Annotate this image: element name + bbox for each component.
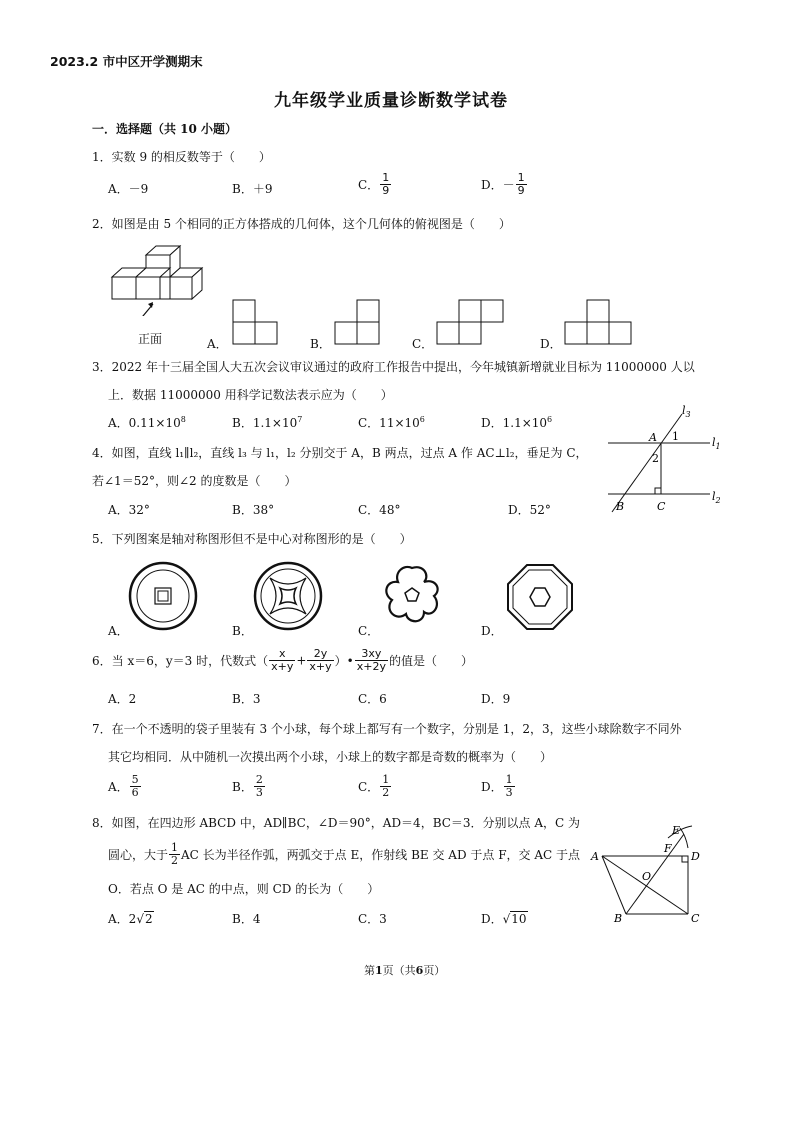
q7-stem-line1: 7．在一个不透明的袋子里装有 3 个小球，每个球上都写有一个数字，分别是 1，2，3，这些小球除数字不同外 bbox=[92, 722, 682, 736]
q4-label-A: A bbox=[649, 431, 657, 444]
q4-label-angle1: 1 bbox=[672, 430, 679, 443]
q3-option-b: B．$1.1\times 10^7$ bbox=[232, 415, 303, 430]
q1-option-c: C． $\frac{1}{9}$ bbox=[358, 171, 390, 197]
q8-stem-line2: 圆心，大于 $\frac{1}{2}$ AC 长为半径作弧，两弧交于点 E，作射线 BE 交 AD 于点 F，交 AC 于点 bbox=[108, 841, 580, 867]
q8-option-d: D．√10 bbox=[481, 912, 527, 926]
q7-option-c: C． $\frac{1}{2}$ bbox=[358, 773, 390, 799]
q4-stem-line1: 4．如图，直线 l₁∥l₂，直线 l₃ 与 l₁，l₂ 分别交于 A，B 两点，过点 A 作 AC⊥l₂，垂足为 C， bbox=[92, 446, 588, 460]
section-heading: 一．选择题（共 10 小题） bbox=[92, 122, 238, 136]
q8-stem-line3: O．若点 O 是 AC 的中点，则 CD 的长为（ ） bbox=[108, 882, 380, 896]
q2-option-c: C． bbox=[412, 337, 434, 351]
exam-source: 2023.2 市中区开学测期末 bbox=[50, 54, 203, 69]
q8-option-b: B．4 bbox=[232, 912, 261, 926]
q6-stem: 6．当 x＝6，y＝3 时，代数式（ $\frac{x}{x+y}$ + $\frac{2y}{x+y}$ ）• $\frac{3xy}{x+2y}$ 的值是（ ） bbox=[92, 647, 474, 673]
q5-option-d: D． bbox=[481, 624, 503, 638]
q5-option-c: C． bbox=[358, 624, 380, 638]
q8-option-a: A．2√2 bbox=[108, 912, 153, 926]
q4-option-a: A．32° bbox=[108, 503, 150, 517]
q3-stem-line1: 3．2022 年十三届全国人大五次会议审议通过的政府工作报告中提出，今年城镇新增就业目标为 11000000 人以 bbox=[92, 360, 695, 374]
q3-option-a: A．$0.11\times 10^8$ bbox=[108, 415, 186, 430]
q2-stem: 2．如图是由 5 个相同的正方体搭成的几何体，这个几何体的俯视图是（ ） bbox=[92, 217, 511, 231]
q8-stem-line1: 8．如图，在四边形 ABCD 中，AD∥BC，∠D＝90°，AD＝4，BC＝3．分别以点 A，C 为 bbox=[92, 816, 581, 830]
q6-option-a: A．2 bbox=[108, 692, 137, 706]
q4-label-B: B bbox=[616, 500, 625, 513]
q3-option-c: C．$11\times 10^6$ bbox=[358, 415, 425, 430]
q4-label-angle2: 2 bbox=[652, 452, 659, 465]
q7-stem-line2: 其它均相同．从中随机一次摸出两个小球，小球上的数字都是奇数的概率为（ ） bbox=[108, 750, 553, 764]
q6-option-b: B．3 bbox=[232, 692, 261, 706]
q5-option-a-figure bbox=[127, 560, 199, 632]
q2-option-a: A． bbox=[207, 337, 228, 351]
q2-option-d-figure bbox=[563, 298, 633, 346]
q5-option-a: A． bbox=[108, 624, 129, 638]
q1-option-d: D．－ $\frac{1}{9}$ bbox=[481, 171, 525, 197]
q8-label-F: F bbox=[664, 842, 672, 855]
q5-option-c-figure bbox=[380, 562, 444, 626]
q8-label-O: O bbox=[642, 870, 652, 883]
q4-parallel-lines-figure bbox=[598, 400, 730, 518]
q8-quadrilateral-figure bbox=[588, 820, 712, 926]
q6-option-d: D．9 bbox=[481, 692, 511, 706]
q2-option-a-figure bbox=[231, 298, 279, 346]
q7-option-b: B． $\frac{2}{3}$ bbox=[232, 773, 263, 799]
q4-stem-line2: 若∠1＝52°，则∠2 的度数是（ ） bbox=[92, 474, 297, 488]
q5-option-b: B． bbox=[232, 624, 253, 638]
q8-label-E: E bbox=[672, 824, 681, 837]
q3-stem-line2: 上．数据 11000000 用科学记数法表示应为（ ） bbox=[108, 388, 393, 402]
q2-option-b: B． bbox=[310, 337, 331, 351]
page-title: 九年级学业质量诊断数学试卷 bbox=[274, 91, 508, 111]
page-footer: 第1页（共6页） bbox=[364, 964, 446, 977]
front-label: 正面 bbox=[138, 332, 163, 346]
q8-option-c: C．3 bbox=[358, 912, 387, 926]
q4-label-l2: $l_2$ bbox=[712, 490, 721, 505]
q8-label-A: A bbox=[591, 850, 599, 863]
q8-label-D: D bbox=[691, 850, 700, 863]
q5-option-d-figure bbox=[505, 562, 575, 632]
q1-stem: 1．实数 9 的相反数等于（ ） bbox=[92, 150, 271, 164]
q6-option-c: C．6 bbox=[358, 692, 387, 706]
q8-label-C: C bbox=[691, 912, 700, 925]
q4-option-d: D．52° bbox=[508, 503, 551, 517]
q2-option-b-figure bbox=[333, 298, 381, 346]
q2-option-c-figure bbox=[435, 298, 505, 346]
q4-label-l3: $l_3$ bbox=[682, 404, 691, 419]
q4-option-b: B．38° bbox=[232, 503, 275, 517]
q5-option-b-figure bbox=[252, 560, 324, 632]
q4-option-c: C．48° bbox=[358, 503, 401, 517]
q2-solid-figure bbox=[108, 240, 208, 316]
q4-label-C: C bbox=[657, 500, 666, 513]
q5-stem: 5．下列图案是轴对称图形但不是中心对称图形的是（ ） bbox=[92, 532, 412, 546]
q1-option-b: B．＋9 bbox=[232, 182, 273, 196]
q2-option-d: D． bbox=[540, 337, 562, 351]
q8-label-B: B bbox=[614, 912, 623, 925]
q7-option-a: A． $\frac{5}{6}$ bbox=[108, 773, 139, 799]
q1-option-a: A．－9 bbox=[108, 182, 149, 196]
q4-label-l1: $l_1$ bbox=[712, 436, 721, 451]
q7-option-d: D． $\frac{1}{3}$ bbox=[481, 773, 513, 799]
q3-option-d: D．$1.1\times 10^6$ bbox=[481, 415, 553, 430]
